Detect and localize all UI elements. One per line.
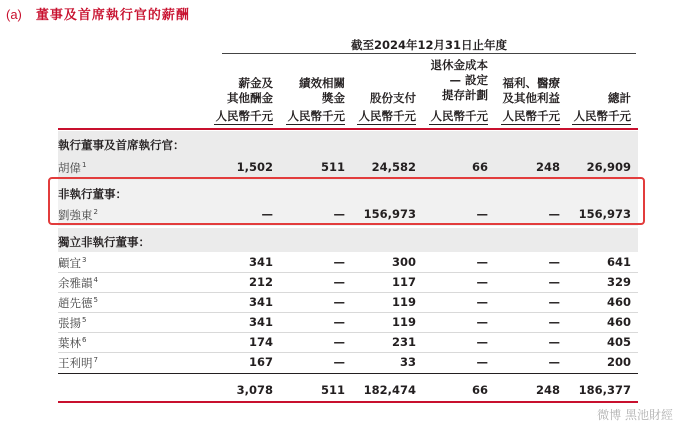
total-cell: 186,377 — [578, 383, 631, 397]
table-cell: 300 — [391, 255, 416, 269]
table-cell: — — [333, 275, 345, 289]
table-cell: — — [476, 355, 488, 369]
table-cell: — — [476, 335, 488, 349]
table-cell: — — [333, 335, 345, 349]
unit-label: 人民幣千元 — [430, 109, 488, 123]
director-name: 劉強東$^2$ — [58, 208, 98, 222]
table-cell: 200 — [606, 355, 631, 369]
table-cell: 231 — [391, 335, 416, 349]
table-cell: 33 — [399, 355, 416, 369]
table-cell: — — [476, 295, 488, 309]
table-cell: — — [548, 295, 560, 309]
unit-label: 人民幣千元 — [502, 109, 560, 123]
total-cell: 66 — [471, 383, 488, 397]
unit-label: 人民幣千元 — [573, 109, 631, 123]
unit-underline — [357, 124, 416, 125]
col-header-salary: 薪金及 其他酬金 — [227, 76, 273, 105]
table-cell: 641 — [606, 255, 631, 269]
section-title-independent: 獨立非執行董事： — [58, 235, 150, 249]
table-cell: — — [548, 207, 560, 221]
director-name: 張揚$^5$ — [58, 316, 87, 330]
col-header-pension: 退休金成本 — 設定 提存計劃 — [430, 58, 488, 102]
section-label: (a) — [6, 7, 22, 22]
unit-label: 人民幣千元 — [358, 109, 416, 123]
row-divider — [58, 332, 638, 333]
table-cell: — — [476, 315, 488, 329]
table-cell: 119 — [391, 295, 416, 309]
unit-underline — [572, 124, 631, 125]
table-cell: 248 — [535, 160, 560, 174]
row-divider — [58, 292, 638, 293]
watermark: 微博 黑池財經 — [597, 408, 673, 422]
table-cell: 341 — [248, 315, 273, 329]
table-cell: — — [333, 315, 345, 329]
col-header-benefits: 福利、醫療 及其他利益 — [502, 76, 560, 105]
director-name: 顧宜$^3$ — [58, 256, 87, 270]
table-cell: 119 — [391, 315, 416, 329]
section-title-non-executive: 非執行董事： — [58, 187, 127, 201]
director-name: 王利明$^7$ — [58, 356, 98, 370]
table-cell: 156,973 — [363, 207, 416, 221]
col-header-total: 總計 — [608, 91, 631, 105]
table-cell: — — [548, 355, 560, 369]
total-top-rule — [58, 373, 638, 374]
table-cell: 511 — [320, 160, 345, 174]
table-cell: — — [548, 315, 560, 329]
table-cell: 212 — [248, 275, 273, 289]
section-title-executive: 執行董事及首席執行官： — [58, 138, 185, 152]
period-underline — [222, 53, 636, 54]
period-header: 截至2024年12月31日止年度 — [350, 38, 507, 52]
table-cell: 24,582 — [371, 160, 416, 174]
unit-underline — [214, 124, 273, 125]
unit-label: 人民幣千元 — [287, 109, 345, 123]
table-cell: — — [548, 335, 560, 349]
unit-underline — [286, 124, 345, 125]
table-cell: 341 — [248, 255, 273, 269]
highlight-box — [48, 177, 645, 225]
unit-underline — [501, 124, 560, 125]
col-header-bonus: 績效相關 獎金 — [299, 76, 345, 105]
table-cell: 156,973 — [578, 207, 631, 221]
row-divider — [58, 272, 638, 273]
director-name: 余雅韻$^4$ — [58, 276, 98, 290]
table-cell: — — [261, 207, 273, 221]
table-cell: — — [333, 255, 345, 269]
table-cell: 405 — [606, 335, 631, 349]
row-divider — [58, 312, 638, 313]
director-name: 胡偉$^1$ — [58, 161, 87, 175]
total-cell: 511 — [320, 383, 345, 397]
total-cell: 248 — [535, 383, 560, 397]
table-cell: — — [548, 255, 560, 269]
table-cell: 66 — [471, 160, 488, 174]
total-cell: 182,474 — [363, 383, 416, 397]
unit-label: 人民幣千元 — [215, 109, 273, 123]
table-cell: — — [548, 275, 560, 289]
col-header-share-payment: 股份支付 — [370, 91, 416, 105]
table-cell: 329 — [606, 275, 631, 289]
row-divider — [58, 352, 638, 353]
table-cell: 26,909 — [586, 160, 631, 174]
table-cell: — — [333, 207, 345, 221]
total-cell: 3,078 — [236, 383, 273, 397]
director-name: 葉林$^6$ — [58, 336, 87, 350]
table-cell: 460 — [606, 295, 631, 309]
unit-underline — [429, 124, 488, 125]
director-name: 趙先德$^5$ — [58, 296, 98, 310]
table-top-rule — [58, 128, 638, 130]
table-cell: — — [476, 255, 488, 269]
table-cell: 174 — [248, 335, 273, 349]
table-cell: — — [476, 207, 488, 221]
table-cell: 460 — [606, 315, 631, 329]
section-heading: 董事及首席執行官的薪酬 — [35, 8, 190, 23]
table-cell: 1,502 — [236, 160, 273, 174]
table-cell: — — [333, 295, 345, 309]
section-title — [6, 4, 190, 23]
table-cell: — — [333, 355, 345, 369]
table-cell: 341 — [248, 295, 273, 309]
table-bottom-rule — [58, 401, 638, 403]
table-cell: 117 — [391, 275, 416, 289]
table-cell: — — [476, 275, 488, 289]
table-cell: 167 — [248, 355, 273, 369]
